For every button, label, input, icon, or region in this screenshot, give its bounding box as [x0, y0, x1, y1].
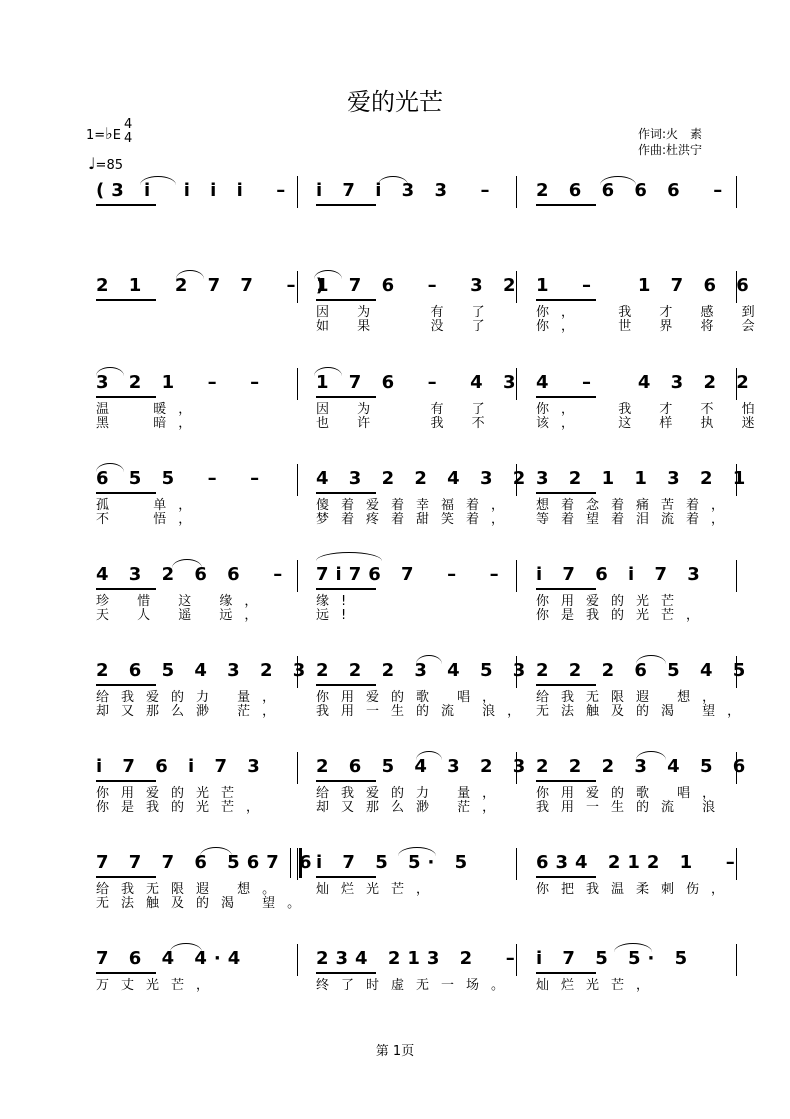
beam-underline [316, 396, 376, 398]
key-note: E [112, 128, 121, 143]
lyric-line-2: 等着望着泪流着， [536, 512, 737, 527]
lyric-line-2: 你是我的光芒， [96, 800, 272, 815]
beam-underline [536, 492, 596, 494]
barline [297, 176, 298, 208]
lyric-line-2: 却又那么渺 茫， [96, 704, 288, 719]
tempo-value: =85 [95, 158, 123, 173]
beam-underline [316, 204, 376, 206]
measure-notes: 2 6 5 4 3 2 3 [96, 660, 313, 681]
page-number: 第 1页 [375, 1044, 415, 1059]
tie-arc [314, 270, 342, 279]
measure-notes: 7 7 7 6 567 6 [96, 852, 319, 873]
lyric-line-1: 给我无限遐 想。 [96, 882, 288, 897]
measure-notes: 4 3 2 6 6 – [96, 564, 290, 585]
lyric-line-2: 天 人 遥 远， [96, 608, 270, 623]
beam-underline [96, 780, 156, 782]
lyric-line-2: 也 许 我 不 [316, 416, 497, 431]
lyricist: 作词:火 素 [638, 127, 703, 141]
beam-underline [316, 876, 376, 878]
tie-arc [140, 176, 176, 185]
song-title: 爱的光芒 [347, 88, 443, 116]
tie-arc [314, 367, 342, 376]
measure-notes: 2 6 5 4 3 2 3 [316, 756, 533, 777]
measure-notes: 2 6 6 6 6 – [536, 180, 730, 201]
beam-underline [96, 972, 156, 974]
beam-underline [96, 492, 156, 494]
lyric-line-2: 远! [316, 608, 359, 623]
time-bottom: 4 [124, 131, 133, 146]
lyric-line-2: 黑 暗， [96, 416, 204, 431]
measure-notes: i 7 6 i 7 3 [96, 756, 267, 777]
lyric-line-1: 你用爱的歌 唱， [316, 690, 508, 705]
beam-underline [536, 876, 596, 878]
barline [516, 560, 517, 592]
beam-underline [96, 396, 156, 398]
tie-arc [416, 655, 442, 664]
lyric-line-1: 傻着爱着幸福着， [316, 498, 517, 513]
lyric-line-2: 不 悟， [96, 512, 204, 527]
lyric-line-2: 梦着疼着甜笑着， [316, 512, 517, 527]
beam-underline [536, 299, 596, 301]
lyric-line-2: 我用一生的流 浪 [536, 800, 728, 815]
tie-arc [416, 751, 442, 760]
barline [297, 560, 298, 592]
lyric-line-2: 却又那么渺 茫， [316, 800, 508, 815]
barline [516, 176, 517, 208]
quarter-note-icon: ♩ [88, 154, 96, 173]
barline [516, 848, 517, 880]
lyric-line-1: 给我爱的力 量， [96, 690, 288, 705]
barline [736, 944, 737, 976]
lyric-line-2: 无法触及的渴 望， [536, 704, 753, 719]
barline [297, 464, 298, 496]
tie-arc [170, 943, 202, 952]
lyric-line-1: 灿烂光芒， [316, 882, 442, 897]
lyric-line-1: 给我爱的力 量， [316, 786, 508, 801]
lyric-line-2: 你是我的光芒， [536, 608, 712, 623]
tie-arc [96, 367, 124, 376]
measure-notes: 7 6 4 4·4 [96, 948, 248, 969]
lyric-line-1: 因 为 有 了 [316, 402, 497, 417]
beam-underline [536, 588, 596, 590]
measure-notes: 4 – 4 3 2 2 [536, 372, 756, 393]
beam-underline [96, 588, 156, 590]
measure-notes: 2 2 2 6 5 4 5 [536, 660, 753, 681]
lyric-line-1: 万丈光芒， [96, 978, 222, 993]
beam-underline [316, 299, 376, 301]
measure-notes: 1 – 1 7 6 6 [536, 275, 756, 296]
measure-notes: 1 7 6 – 4 3 [316, 372, 523, 393]
measure-notes: 1 7 6 – 3 2 [316, 275, 523, 296]
lyric-line-2: 无法触及的渴 望。 [96, 896, 313, 911]
barline [297, 752, 298, 784]
lyric-line-1: 你把我温柔刺伤， [536, 882, 737, 897]
barline [297, 368, 298, 400]
measure-notes: i 7 i 3 3 – [316, 180, 497, 201]
composer: 作曲:杜洪宁 [638, 143, 703, 157]
beam-underline [316, 780, 376, 782]
tie-arc [398, 847, 436, 856]
lyric-line-1: 温 暖， [96, 402, 204, 417]
lyric-line-1: 终了时虚无一场。 [316, 978, 517, 993]
lyric-line-1: 缘! [316, 594, 359, 609]
measure-notes: 2 2 2 3 4 5 3 [316, 660, 533, 681]
measure-notes: i 7 5 5· 5 [316, 852, 475, 873]
tie-arc [600, 176, 636, 185]
lyric-line-2: 该， 这 样 执 迷 [536, 416, 767, 431]
measure-notes: 6 5 5 – – [96, 468, 267, 489]
measure-notes: 634 212 1 – [536, 852, 742, 873]
lyric-line-1: 你， 我 才 感 到 [536, 305, 767, 320]
beam-underline [536, 204, 596, 206]
beam-underline [316, 588, 376, 590]
lyric-line-1: 因 为 有 了 [316, 305, 497, 320]
lyric-line-1: 你用爱的光芒 [96, 786, 247, 801]
measure-notes: 7i76 7 – – [316, 564, 506, 585]
beam-underline [316, 492, 376, 494]
beam-underline [316, 972, 376, 974]
lyric-line-1: 你用爱的歌 唱， [536, 786, 728, 801]
tie-arc [636, 751, 666, 760]
tie-arc [96, 463, 124, 472]
tie-arc [614, 943, 652, 952]
barline [736, 560, 737, 592]
measure-notes: 4 3 2 2 4 3 2 [316, 468, 533, 489]
key-prefix: 1= [86, 128, 106, 143]
tie-arc [378, 176, 408, 185]
lyric-line-2: 如 果 没 了 [316, 319, 497, 334]
lyric-line-1: 你， 我 才 不 怕 [536, 402, 767, 417]
beam-underline [316, 684, 376, 686]
tie-arc [172, 559, 202, 568]
tie-arc [316, 552, 382, 561]
tie-arc [200, 847, 232, 856]
lyric-line-2: 我用一生的流 浪， [316, 704, 533, 719]
lyric-line-1: 珍 惜 这 缘， [96, 594, 270, 609]
measure-notes: i 7 5 5· 5 [536, 948, 695, 969]
beam-underline [96, 684, 156, 686]
beam-underline [536, 396, 596, 398]
beam-underline [96, 299, 156, 301]
lyric-line-2: 你， 世 界 将 会 [536, 319, 767, 334]
beam-underline [536, 780, 596, 782]
beam-underline [536, 972, 596, 974]
lyric-line-1: 给我无限遐 想， [536, 690, 728, 705]
measure-notes: 2 1 2 7 7 – ) [96, 275, 331, 296]
barline [297, 944, 298, 976]
measure-notes: i 7 6 i 7 3 [536, 564, 707, 585]
lyric-line-1: 想着念着痛苦着， [536, 498, 737, 513]
lyric-line-1: 孤 单， [96, 498, 204, 513]
beam-underline [536, 684, 596, 686]
tempo-marking [88, 154, 123, 173]
repeat-sign [290, 848, 302, 878]
measure-notes: (3 i i i i – [96, 180, 293, 201]
measure-notes: 2 2 2 3 4 5 6 [536, 756, 753, 777]
barline [736, 176, 737, 208]
tie-arc [636, 655, 666, 664]
beam-underline [96, 204, 156, 206]
measure-notes: 3 2 1 1 3 2 1 [536, 468, 753, 489]
flat-symbol: ♭ [105, 124, 113, 143]
credits [638, 126, 702, 158]
tie-arc [176, 270, 204, 279]
time-top: 4 [124, 117, 133, 132]
measure-notes: 3 2 1 – – [96, 372, 267, 393]
measure-notes: 234 213 2 – [316, 948, 522, 969]
lyric-line-1: 灿烂光芒， [536, 978, 662, 993]
beam-underline [96, 876, 156, 878]
time-signature [124, 118, 132, 146]
key-signature [86, 124, 121, 143]
lyric-line-1: 你用爱的光芒 [536, 594, 687, 609]
